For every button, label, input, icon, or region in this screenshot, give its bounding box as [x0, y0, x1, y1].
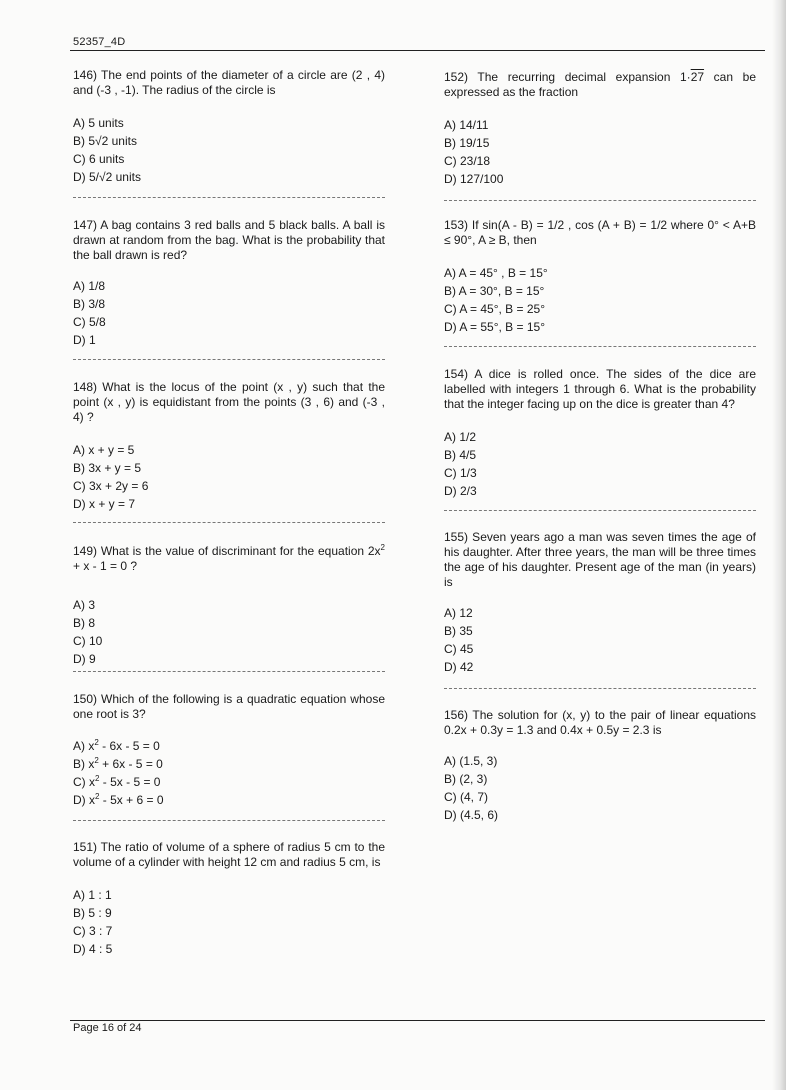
option-d[interactable]: D) 1 [73, 333, 96, 347]
question-153 [444, 218, 756, 336]
question-divider [73, 359, 385, 360]
option-c[interactable]: C) 23/18 [444, 154, 491, 168]
options-list [73, 886, 385, 958]
option-a[interactable]: A) (1.5, 3) [444, 754, 498, 768]
footer-rule [70, 1020, 765, 1021]
option-b[interactable]: B) 4/5 [444, 448, 477, 462]
question-divider [73, 820, 385, 821]
option-c[interactable]: C) $x^2 - 5x - 5 = 0$ [73, 774, 161, 789]
question-148 [73, 380, 385, 513]
options-list [444, 264, 756, 336]
options-list [444, 428, 756, 500]
options-list [73, 596, 385, 668]
option-b[interactable]: B) (2, 3) [444, 772, 488, 786]
question-text: 149) What is the value of discriminant for the equation $2x^2 + x - 1 = 0$ ? [73, 543, 385, 573]
option-a[interactable]: A) 5 units [73, 116, 124, 130]
question-155 [444, 530, 756, 676]
question-divider [73, 671, 385, 672]
question-151 [73, 840, 385, 958]
question-divider [444, 688, 756, 689]
question-text: 152) The recurring decimal expansion 1·27 can be expressed as the fraction [444, 70, 756, 99]
question-divider [444, 346, 756, 347]
header-rule [70, 50, 765, 51]
option-a[interactable]: A) 1 : 1 [73, 888, 112, 902]
option-b[interactable]: B) 3x + y = 5 [73, 461, 142, 475]
option-b[interactable]: B) 19/15 [444, 136, 490, 150]
question-154 [444, 367, 756, 500]
option-d[interactable]: D) $x^2 - 5x + 6 = 0$ [73, 792, 164, 807]
question-text: 147) A bag contains 3 red balls and 5 black balls. A ball is drawn at random from the bag. What is the probability that the ball drawn is red? [73, 218, 385, 262]
option-c[interactable]: C) 6 units [73, 152, 125, 166]
option-d[interactable]: D) 2/3 [444, 484, 477, 498]
options-list [73, 114, 385, 186]
options-list [73, 277, 385, 349]
option-a[interactable]: A) 14/11 [444, 118, 489, 132]
option-d[interactable]: D) 127/100 [444, 172, 504, 186]
question-text: 156) The solution for (x, y) to the pair of linear equations 0.2x + 0.3y = 1.3 and 0.4x + 0.5y = 2.3 is [444, 708, 756, 737]
option-b[interactable]: B) 3/8 [73, 297, 106, 311]
question-150 [73, 692, 385, 809]
question-text: 150) Which of the following is a quadratic equation whose one root is 3? [73, 692, 385, 721]
option-c[interactable]: C) 5/8 [73, 315, 106, 329]
question-divider [73, 522, 385, 523]
option-a[interactable]: A) 12 [444, 606, 473, 620]
question-146 [73, 68, 385, 186]
option-d[interactable]: D) 42 [444, 660, 474, 674]
option-a[interactable]: A) 1/2 [444, 430, 477, 444]
options-list [444, 604, 756, 676]
question-156 [444, 708, 756, 824]
options-list [444, 752, 756, 824]
question-text: 146) The end points of the diameter of a circle are (2 , 4) and (-3 , -1). The radius of the circle is [73, 68, 385, 97]
option-d[interactable]: D) 5/√2 units [73, 170, 141, 184]
question-text: 154) A dice is rolled once. The sides of the dice are labelled with integers 1 through 6. What is the probability that the integer facing up on the dice is greater than 4? [444, 367, 756, 411]
question-152 [444, 70, 756, 188]
option-c[interactable]: C) 3x + 2y = 6 [73, 479, 149, 493]
question-149 [73, 544, 385, 668]
option-b[interactable]: B) 5√2 units [73, 134, 137, 148]
option-a[interactable]: A) $x^2 - 6x - 5 = 0$ [73, 738, 160, 753]
option-c[interactable]: C) 3 : 7 [73, 924, 113, 938]
option-b[interactable]: B) $x^2 + 6x - 5 = 0$ [73, 756, 163, 771]
scan-edge-shadow [772, 0, 786, 1090]
question-text: 155) Seven years ago a man was seven times the age of his daughter. After three years, the man will be three times the age of his daughter. Present age of the man (in years) is [444, 530, 756, 589]
option-c[interactable]: C) A = 45°, B = 25° [444, 302, 545, 316]
options-list [73, 441, 385, 513]
document-code: 52357_4D [73, 36, 126, 48]
page-number: Page 16 of 24 [73, 1022, 142, 1034]
question-divider [444, 510, 756, 511]
question-147 [73, 218, 385, 349]
option-b[interactable]: B) A = 30°, B = 15° [444, 284, 545, 298]
option-b[interactable]: B) 5 : 9 [73, 906, 112, 920]
option-d[interactable]: D) x + y = 7 [73, 497, 136, 511]
option-d[interactable]: D) 4 : 5 [73, 942, 113, 956]
option-a[interactable]: A) x + y = 5 [73, 443, 135, 457]
option-c[interactable]: C) 1/3 [444, 466, 477, 480]
option-d[interactable]: D) 9 [73, 652, 96, 666]
option-b[interactable]: B) 35 [444, 624, 473, 638]
option-a[interactable]: A) A = 45° , B = 15° [444, 266, 548, 280]
option-d[interactable]: D) (4.5, 6) [444, 808, 499, 822]
option-c[interactable]: C) (4, 7) [444, 790, 489, 804]
question-divider [444, 200, 756, 201]
options-list [73, 737, 385, 809]
options-list [444, 116, 756, 188]
question-text: 153) If sin(A - B) = 1/2 , cos (A + B) = 1/2 where 0° < A+B ≤ 90°, A ≥ B, then [444, 218, 756, 247]
option-d[interactable]: D) A = 55°, B = 15° [444, 320, 545, 334]
question-divider [73, 197, 385, 198]
option-a[interactable]: A) 1/8 [73, 279, 106, 293]
option-c[interactable]: C) 10 [73, 634, 103, 648]
question-text: 148) What is the locus of the point (x , y) such that the point (x , y) is equidistant from the points (3 , 6) and (-3 , 4) ? [73, 380, 385, 424]
question-text: 151) The ratio of volume of a sphere of radius 5 cm to the volume of a cylinder with height 12 cm and radius 5 cm, is [73, 840, 385, 869]
option-a[interactable]: A) 3 [73, 598, 96, 612]
option-b[interactable]: B) 8 [73, 616, 96, 630]
option-c[interactable]: C) 45 [444, 642, 474, 656]
